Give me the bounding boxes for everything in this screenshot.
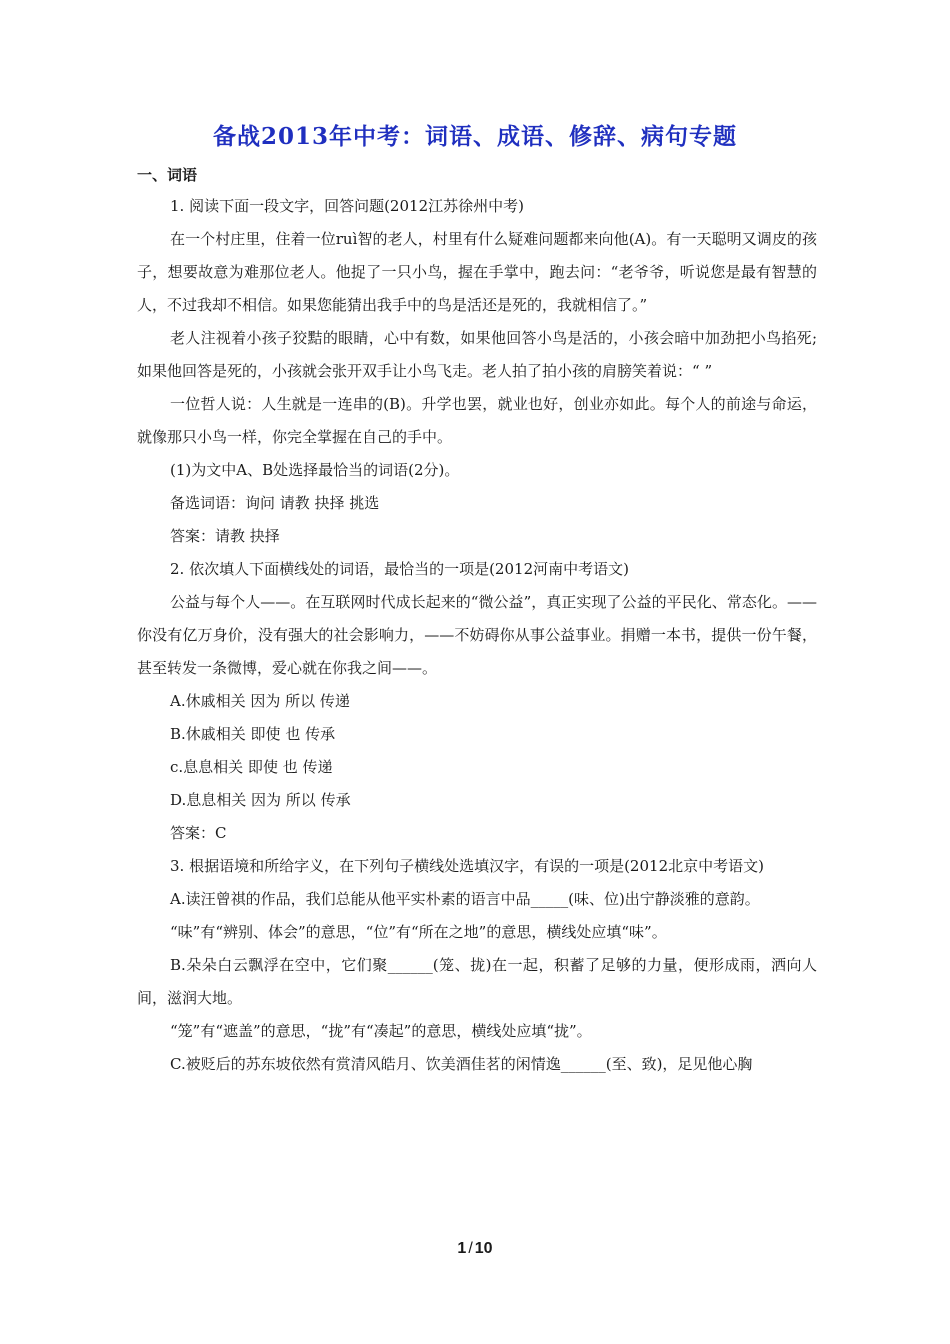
question-2-prompt: 2. 依次填人下面横线处的词语，最恰当的一项是(2012河南中考语文) bbox=[170, 560, 629, 578]
total-pages: 10 bbox=[474, 1240, 493, 1257]
option-explanation: “味”有“辨别、体会”的意思，“位”有“所在之地”的意思，横线处应填“味”。 bbox=[170, 923, 667, 941]
answer-line: 答案：请教 抉择 bbox=[170, 527, 280, 545]
option-a: A.读汪曾祺的作品，我们总能从他平实朴素的语言中品_____(味、位)出宁静淡雅的意韵。 bbox=[170, 890, 760, 908]
passage-paragraph: 一位哲人说：人生就是一连串的(B)。升学也罢，就业也好，创业亦如此。每个人的前途与命运，就像那只小鸟一样，你完全掌握在自己的手中。 bbox=[137, 395, 817, 446]
option-explanation: “笼”有“遮盖”的意思，“拢”有“凑起”的意思，横线处应填“拢”。 bbox=[170, 1022, 592, 1040]
option-b: B.朵朵白云飘浮在空中，它们聚______(笼、拢)在一起，积蓄了足够的力量，便形成雨，洒向人间，滋润大地。 bbox=[137, 956, 817, 1007]
option-a: A.休戚相关 因为 所以 传递 bbox=[170, 692, 350, 710]
document-title: 备战2013年中考：词语、成语、修辞、病句专题 bbox=[212, 123, 737, 150]
option-d: D.息息相关 因为 所以 传承 bbox=[170, 791, 351, 809]
question-1-prompt: 1. 阅读下面一段文字，回答问题(2012江苏徐州中考) bbox=[170, 197, 524, 215]
current-page: 1 bbox=[457, 1240, 467, 1257]
word-choices: 备选词语：询问 请教 抉择 挑选 bbox=[170, 494, 380, 512]
sub-question: (1)为文中A、B处选择最恰当的词语(2分)。 bbox=[170, 461, 460, 479]
passage-paragraph: 公益与每个人——。在互联网时代成长起来的“微公益”，真正实现了公益的平民化、常态化。——你没有亿万身价，没有强大的社会影响力，——不妨碍你从事公益事业。捐赠一本书，提供一份午餐，甚至转发一条微博，爱心就在你我之间——。 bbox=[137, 593, 817, 677]
option-b: B.休戚相关 即使 也 传承 bbox=[170, 725, 336, 743]
answer-line: 答案：C bbox=[170, 824, 227, 842]
option-c: c.息息相关 即使 也 传递 bbox=[170, 758, 333, 776]
page-number bbox=[0, 1238, 950, 1260]
page-separator: / bbox=[468, 1240, 473, 1257]
passage-paragraph: 在一个村庄里，住着一位ruì智的老人，村里有什么疑难问题都来向他(A)。有一天聪明又调皮的孩子，想要故意为难那位老人。他捉了一只小鸟，握在手掌中，跑去问：“老爷爷，听说您是最有智慧的人，不过我却不相信。如果您能猜出我手中的鸟是活还是死的，我就相信了。” bbox=[137, 230, 817, 314]
option-c: C.被贬后的苏东坡依然有赏清风皓月、饮美酒佳茗的闲情逸______(至、致)，足见他心胸 bbox=[170, 1055, 753, 1073]
section-heading: 一、词语 bbox=[137, 166, 198, 184]
document-body bbox=[137, 160, 817, 1081]
passage-paragraph: 老人注视着小孩子狡黠的眼睛，心中有数，如果他回答小鸟是活的，小孩会暗中加劲把小鸟掐死;如果他回答是死的，小孩就会张开双手让小鸟飞走。老人拍了拍小孩的肩膀笑着说：“ ” bbox=[137, 329, 817, 380]
question-3-prompt: 3. 根据语境和所给字义，在下列句子横线处选填汉字，有误的一项是(2012北京中考语文) bbox=[170, 857, 764, 875]
